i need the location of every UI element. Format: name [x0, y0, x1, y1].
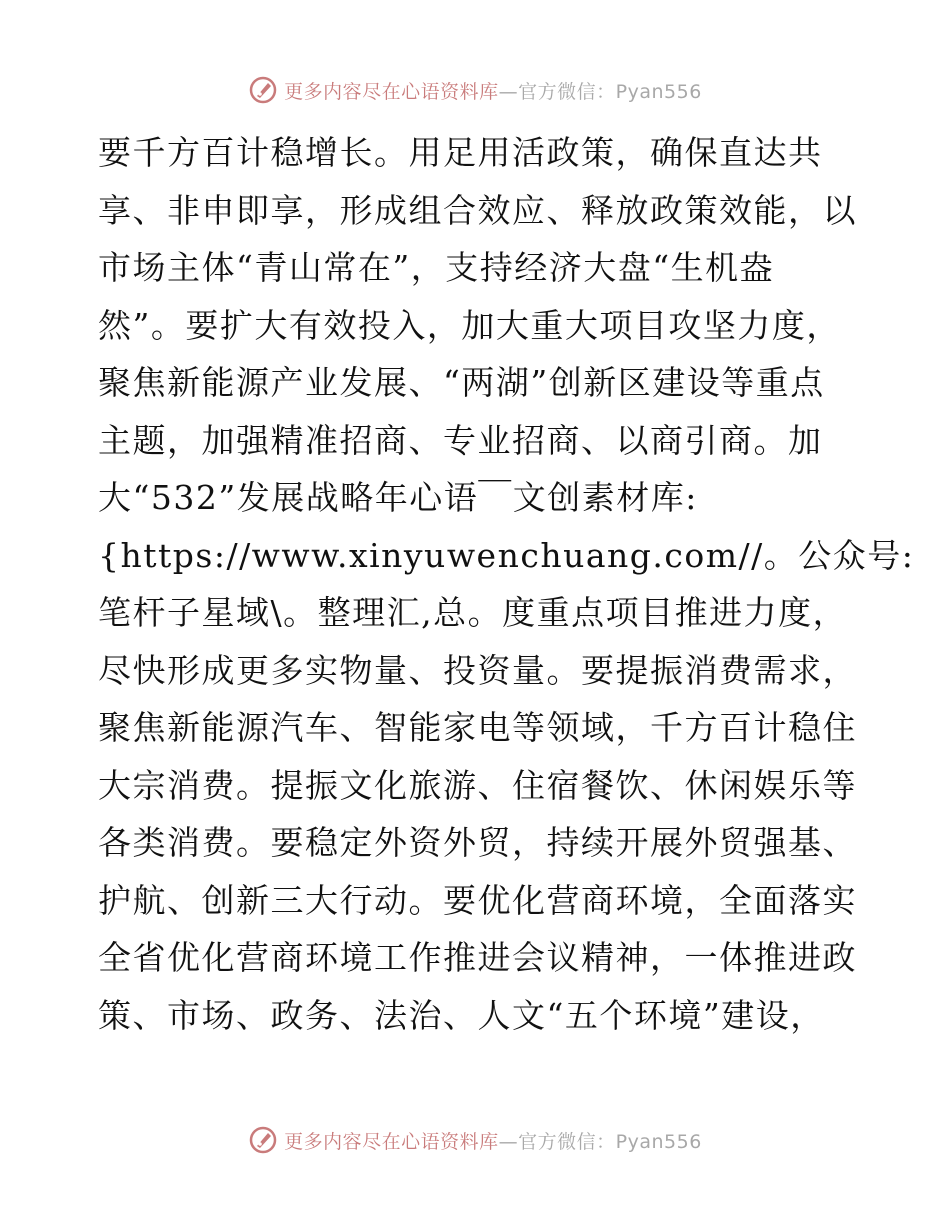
- footer-dash: —: [498, 1130, 519, 1153]
- footer-banner-text: [284, 1127, 702, 1154]
- body-line: 尽快形成更多实物量、投资量。要提振消费需求，: [98, 650, 857, 690]
- header-dash: —: [498, 80, 519, 103]
- body-line: 聚焦新能源产业发展、“两湖”创新区建设等重点: [98, 363, 825, 402]
- footer-wechat: 官方微信：Pyan556: [518, 1130, 702, 1153]
- body-line: 大宗消费。提振文化旅游、住宿餐饮、休闲娱乐等: [98, 765, 857, 805]
- body-line: 然”。要扩大有效投入，加大重大项目攻坚力度，: [98, 305, 841, 345]
- footer-brand: 更多内容尽在心语资料库: [284, 1130, 499, 1153]
- body-line: 市场主体“青山常在”，支持经济大盘“生机盎: [98, 248, 775, 287]
- body-line: 主题，加强精准招商、专业招商、以商引商。加: [98, 420, 823, 460]
- body-line: 各类消费。要稳定外资外贸，持续开展外贸强基、: [98, 823, 857, 862]
- body-line: 笔杆子星域\。整理汇,总。度重点项目推进力度，: [98, 593, 848, 632]
- pen-nib-logo-icon: [248, 75, 278, 105]
- body-line: 大“532”发展战略年心语￣文创素材库:: [98, 478, 698, 517]
- body-line: 全省优化营商环境工作推进会议精神，一体推进政: [98, 938, 857, 977]
- body-line: 要千方百计稳增长。用足用活政策，确保直达共: [98, 133, 823, 172]
- body-line: {https://www.xinyuwenchuang.com//。公众号:: [98, 535, 915, 575]
- pen-nib-logo-icon: [248, 1125, 278, 1155]
- body-line: 享、非申即享，形成组合效应、释放政策效能，以: [98, 190, 857, 230]
- header-banner: [0, 70, 950, 110]
- body-line: 聚焦新能源汽车、智能家电等领域，千方百计稳住: [98, 708, 857, 747]
- body-line: 策、市场、政务、法治、人文“五个环境”建设，: [98, 995, 825, 1035]
- header-banner-text: [284, 77, 702, 104]
- header-brand: 更多内容尽在心语资料库: [284, 80, 499, 103]
- footer-banner: [0, 1120, 950, 1160]
- header-wechat: 官方微信：Pyan556: [518, 80, 702, 103]
- body-line: 护航、创新三大行动。要优化营商环境，全面落实: [98, 880, 857, 920]
- document-body: [98, 124, 915, 1044]
